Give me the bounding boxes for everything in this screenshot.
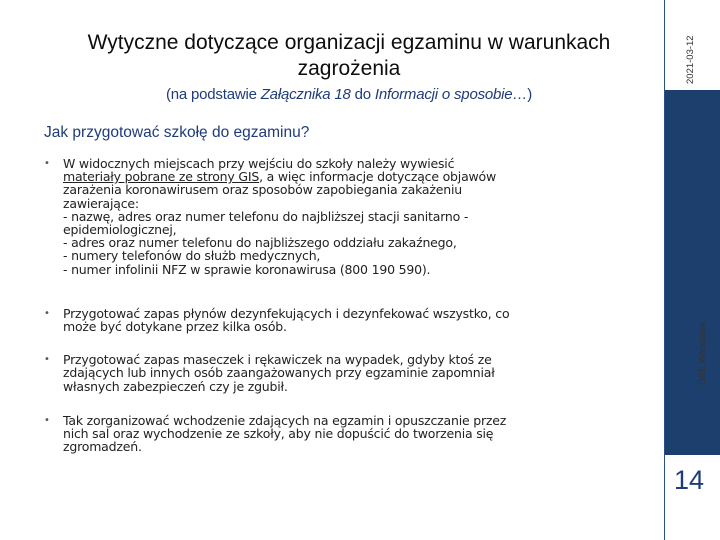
organization-label: OKE Warszawa <box>697 321 707 385</box>
bullet-line: - numer infolinii NFZ w sprawie koronawirusa (800 190 590). <box>63 261 431 277</box>
bullet-line: nich sal oraz wychodzenie ze szkoły, aby nie dopuścić do tworzenia się <box>63 426 494 442</box>
bullet-line: - nazwę, adres oraz numer telefonu do najbliższej stacji sanitarno - <box>63 208 469 224</box>
page-number: 14 <box>673 465 705 495</box>
bullet-line: zawierające: <box>63 195 139 211</box>
bullet-item-gis-materials <box>42 157 658 276</box>
bullet-line: zarażenia koronawirusem oraz sposobów zapobiegania zakażeniu <box>63 182 462 198</box>
bullet-line: Tak zorganizować wchodzenie zdających na egzamin i opuszczanie przez <box>63 412 507 428</box>
bullet-line: Przygotować zapas maseczek i rękawiczek na wypadek, gdyby ktoś ze <box>63 352 492 368</box>
subtitle-suffix: ) <box>527 86 533 103</box>
sidebar-divider <box>664 0 665 540</box>
subtitle-prefix: (na podstawie <box>165 86 261 103</box>
bullet-line: - numery telefonów do służb medycznych, <box>63 248 321 264</box>
subtitle-connector: do <box>350 86 375 103</box>
title-line-2: zagrożenia <box>297 57 401 80</box>
bullet-item-disinfectants <box>42 307 658 333</box>
bullet-line-tail: , a więc informacje dotyczące objawów <box>259 169 497 185</box>
bullet-dot-icon: • <box>44 307 50 319</box>
slide-date: 2021-03-12 <box>685 35 696 84</box>
subtitle-document: Informacji o sposobie… <box>374 86 528 103</box>
bullet-line: zdających lub innych osób zaangażowanych przy egzaminie zapomniał <box>63 365 495 381</box>
bullet-dot-icon: • <box>44 414 50 426</box>
slide-title <box>40 30 658 82</box>
bullet-line: epidemiologicznej, <box>63 222 177 238</box>
bullet-line: może być dotykane przez kilka osób. <box>63 319 287 335</box>
bullet-item-masks-gloves <box>42 353 658 393</box>
bullet-dot-icon: • <box>44 354 50 366</box>
gis-materials-link-text: materiały pobrane ze strony GIS <box>63 169 260 185</box>
bullet-line: W widocznych miejscach przy wejściu do szkoły należy wywiesić <box>63 156 455 171</box>
bullet-list <box>42 157 658 453</box>
bullet-line: zgromadzeń. <box>63 439 142 455</box>
bullet-line: Przygotować zapas płynów dezynfekujących i dezynfekować wszystko, co <box>63 305 510 321</box>
bullet-line: - adres oraz numer telefonu do najbliższego oddziału zakaźnego, <box>63 235 457 251</box>
title-line-1: Wytyczne dotyczące organizacji egzaminu w warunkach <box>87 31 611 54</box>
section-heading: Jak przygotować szkołę do egzaminu? <box>44 124 310 141</box>
bullet-dot-icon: • <box>44 158 50 169</box>
bullet-line: własnych zabezpieczeń czy je zgubił. <box>63 378 288 394</box>
bullet-item-entry-exit <box>42 414 658 454</box>
slide-subtitle <box>40 85 658 105</box>
subtitle-attachment: Załącznika 18 <box>260 86 351 103</box>
